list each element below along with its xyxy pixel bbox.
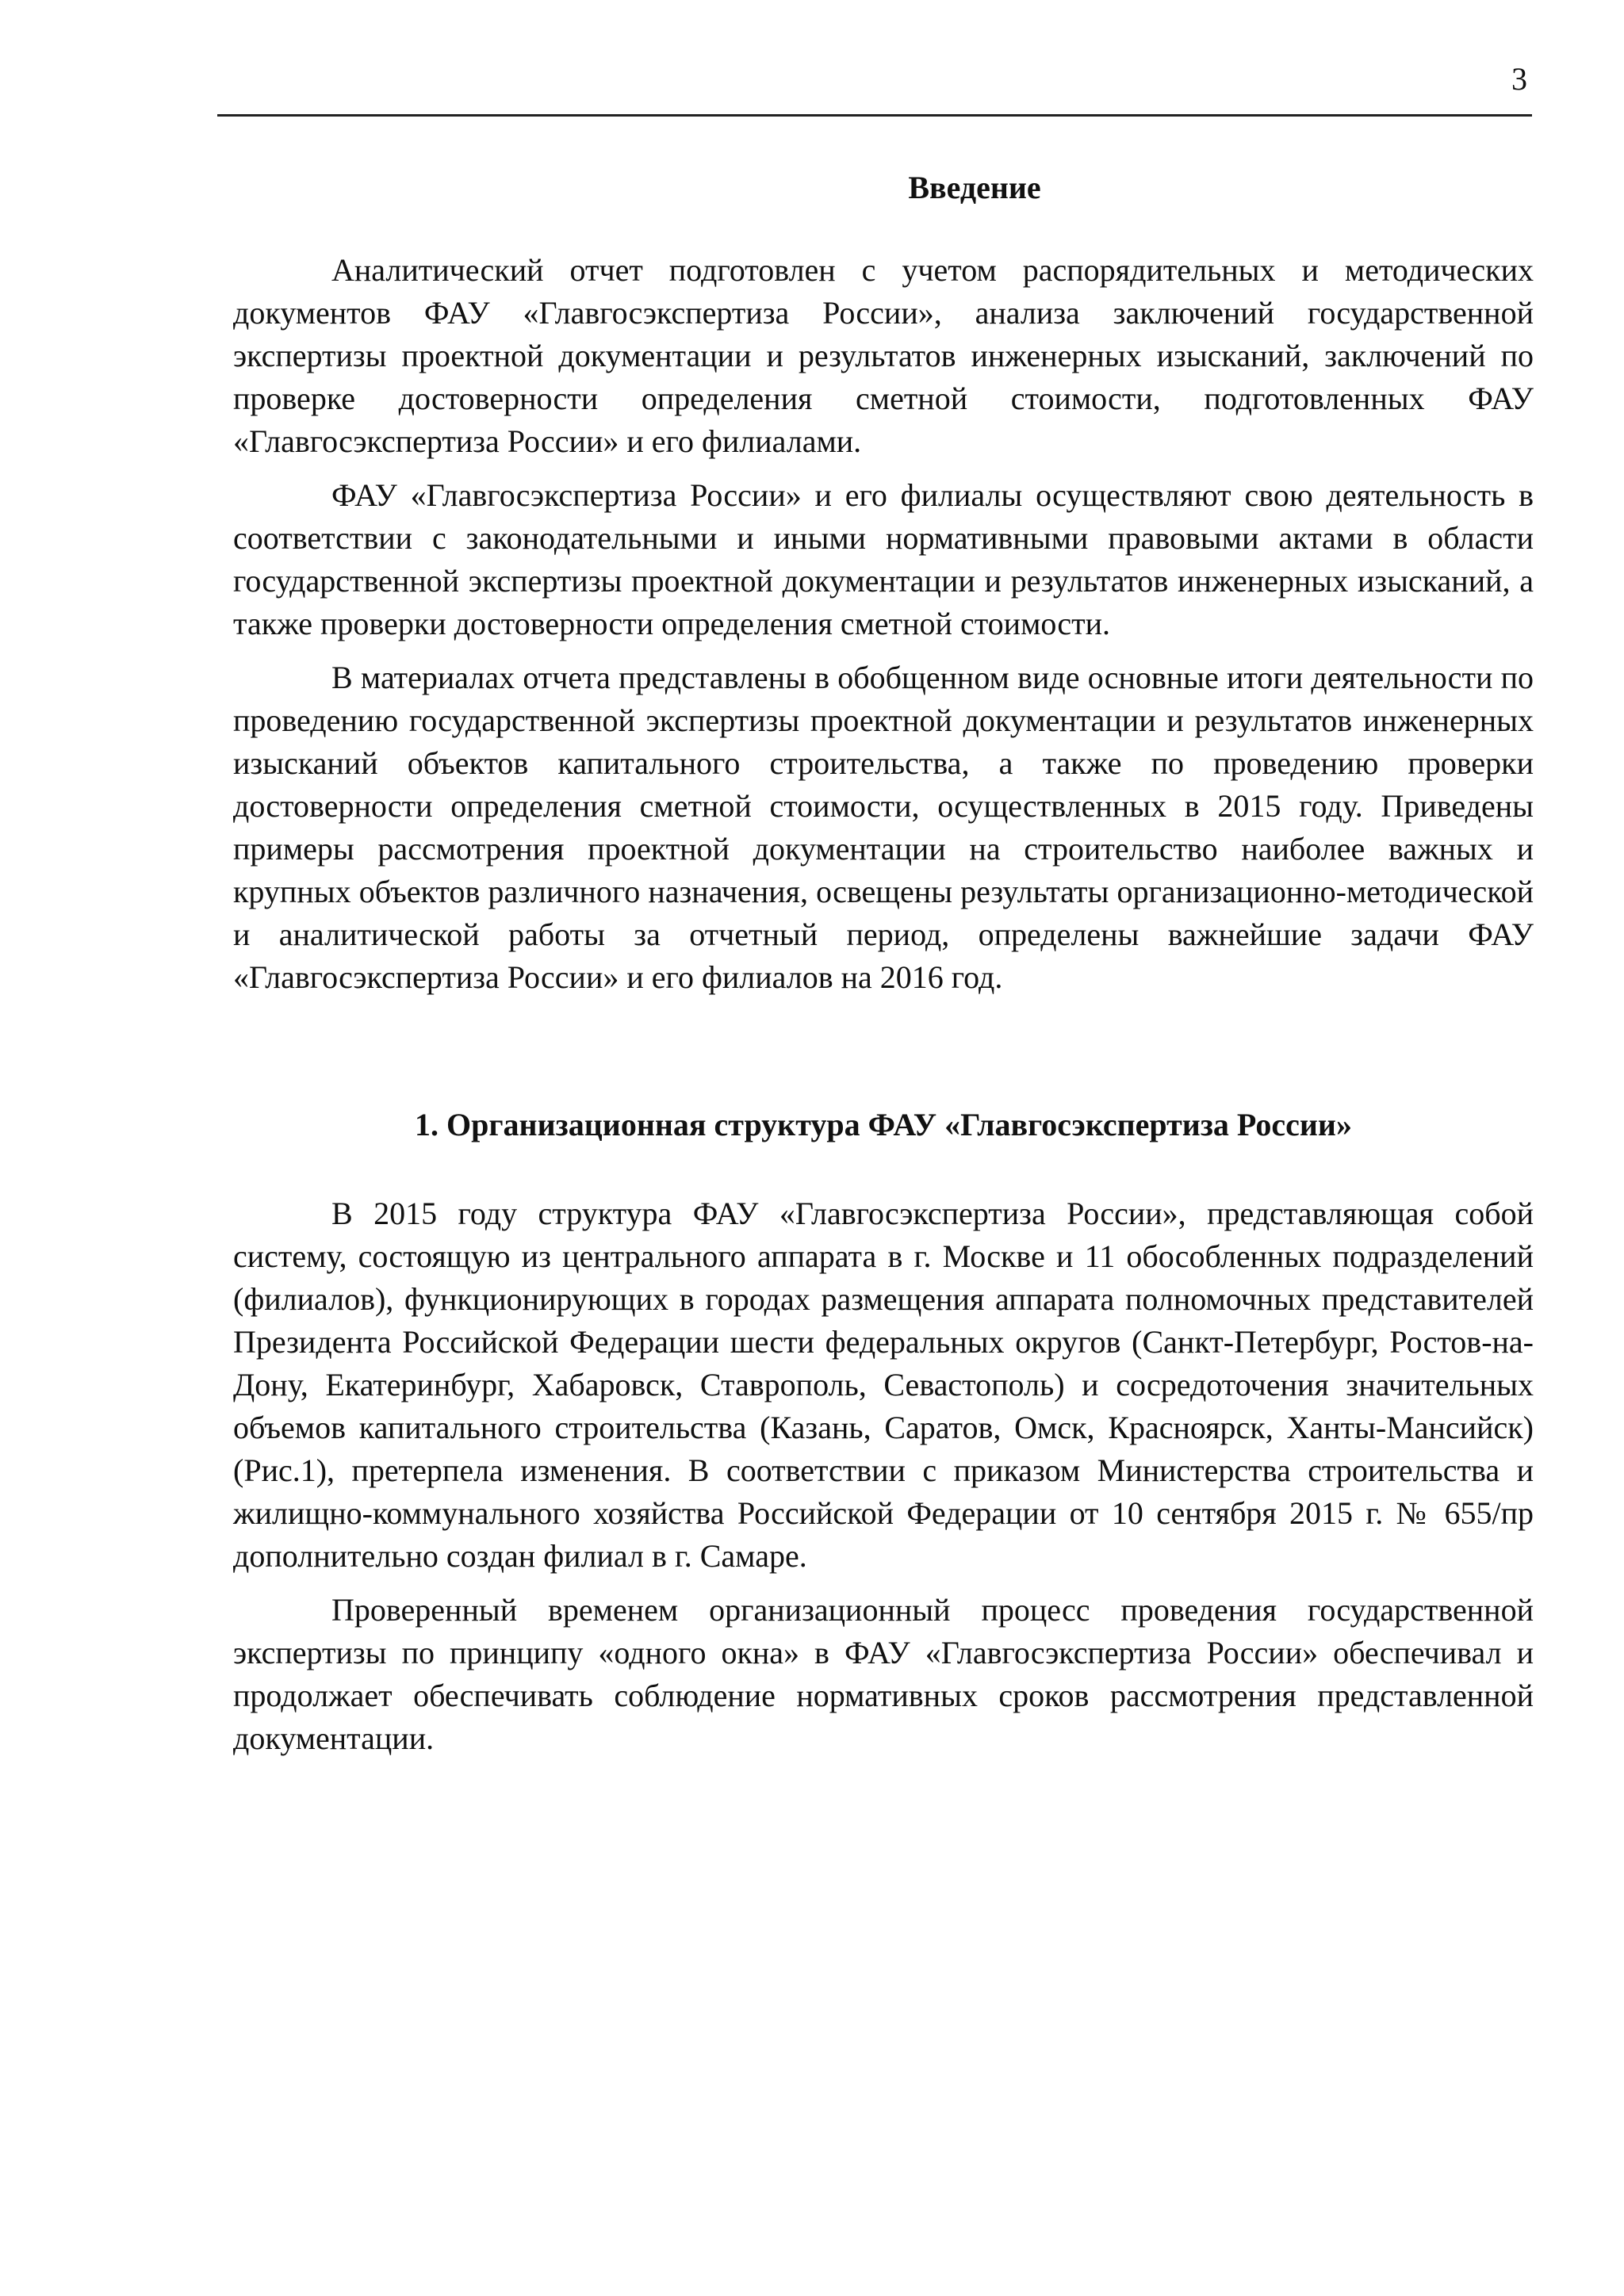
intro-paragraph: ФАУ «Главгосэкспертиза России» и его филиалы осуществляют свою деятельность в соответствии с законодательными и иными нормативными правовыми актами в области государственной экспертизы проектной документации и результатов инженерных изысканий, а также проверки достоверности определения сметной стоимости. xyxy=(233,477,1534,641)
intro-heading: Введение xyxy=(908,170,1041,205)
document-body xyxy=(233,166,1534,1771)
section-paragraph: В 2015 году структура ФАУ «Главгосэкспертиза России», представляющая собой систему, состоящую из центрального аппарата в г. Москве и 11 обособленных подразделений (филиалов), функционирующих в городах размещения аппарата полномочных представителей Президента Российской Федерации шести федеральных округов (Санкт-Петербург, Ростов-на-Дону, Екатеринбург, Хабаровск, Ставрополь, Севастополь) и сосредоточения значительных объемов капитального строительства (Казань, Саратов, Омск, Красноярск, Ханты-Мансийск) (Рис.1), претерпела изменения. В соответствии с приказом Министерства строительства и жилищно-коммунального хозяйства Российской Федерации от 10 сентября 2015 г. № 655/пр дополнительно создан филиал в г. Самаре. xyxy=(233,1196,1534,1574)
intro-paragraph: В материалах отчета представлены в обобщенном виде основные итоги деятельности по проведению государственной экспертизы проектной документации и результатов инженерных изысканий объектов капитального строительства, а также по проведению проверки достоверности определения сметной стоимости, осуществленных в 2015 году. Приведены примеры рассмотрения проектной документации на строительство наиболее важных и крупных объектов различного назначения, освещены результаты организационно-методической и аналитической работы за отчетный период, определены важнейшие задачи ФАУ «Главгосэкспертиза России» и его филиалов на 2016 год. xyxy=(233,660,1534,995)
header-rule xyxy=(217,114,1532,117)
section-paragraph: Проверенный временем организационный процесс проведения государственной экспертизы по принципу «одного окна» в ФАУ «Главгосэкспертиза России» обеспечивал и продолжает обеспечивать соблюдение нормативных сроков рассмотрения представленной документации. xyxy=(233,1592,1534,1756)
page-number: 3 xyxy=(1511,61,1527,97)
intro-paragraph: Аналитический отчет подготовлен с учетом распорядительных и методических документов ФАУ «Главгосэкспертиза России», анализа заключений государственной экспертизы проектной документации и результатов инженерных изысканий, заключений по проверке достоверности определения сметной стоимости, подготовленных ФАУ «Главгосэкспертиза России» и его филиалами. xyxy=(233,252,1534,459)
section-heading: 1. Организационная структура ФАУ «Главгосэкспертиза России» xyxy=(415,1107,1352,1142)
